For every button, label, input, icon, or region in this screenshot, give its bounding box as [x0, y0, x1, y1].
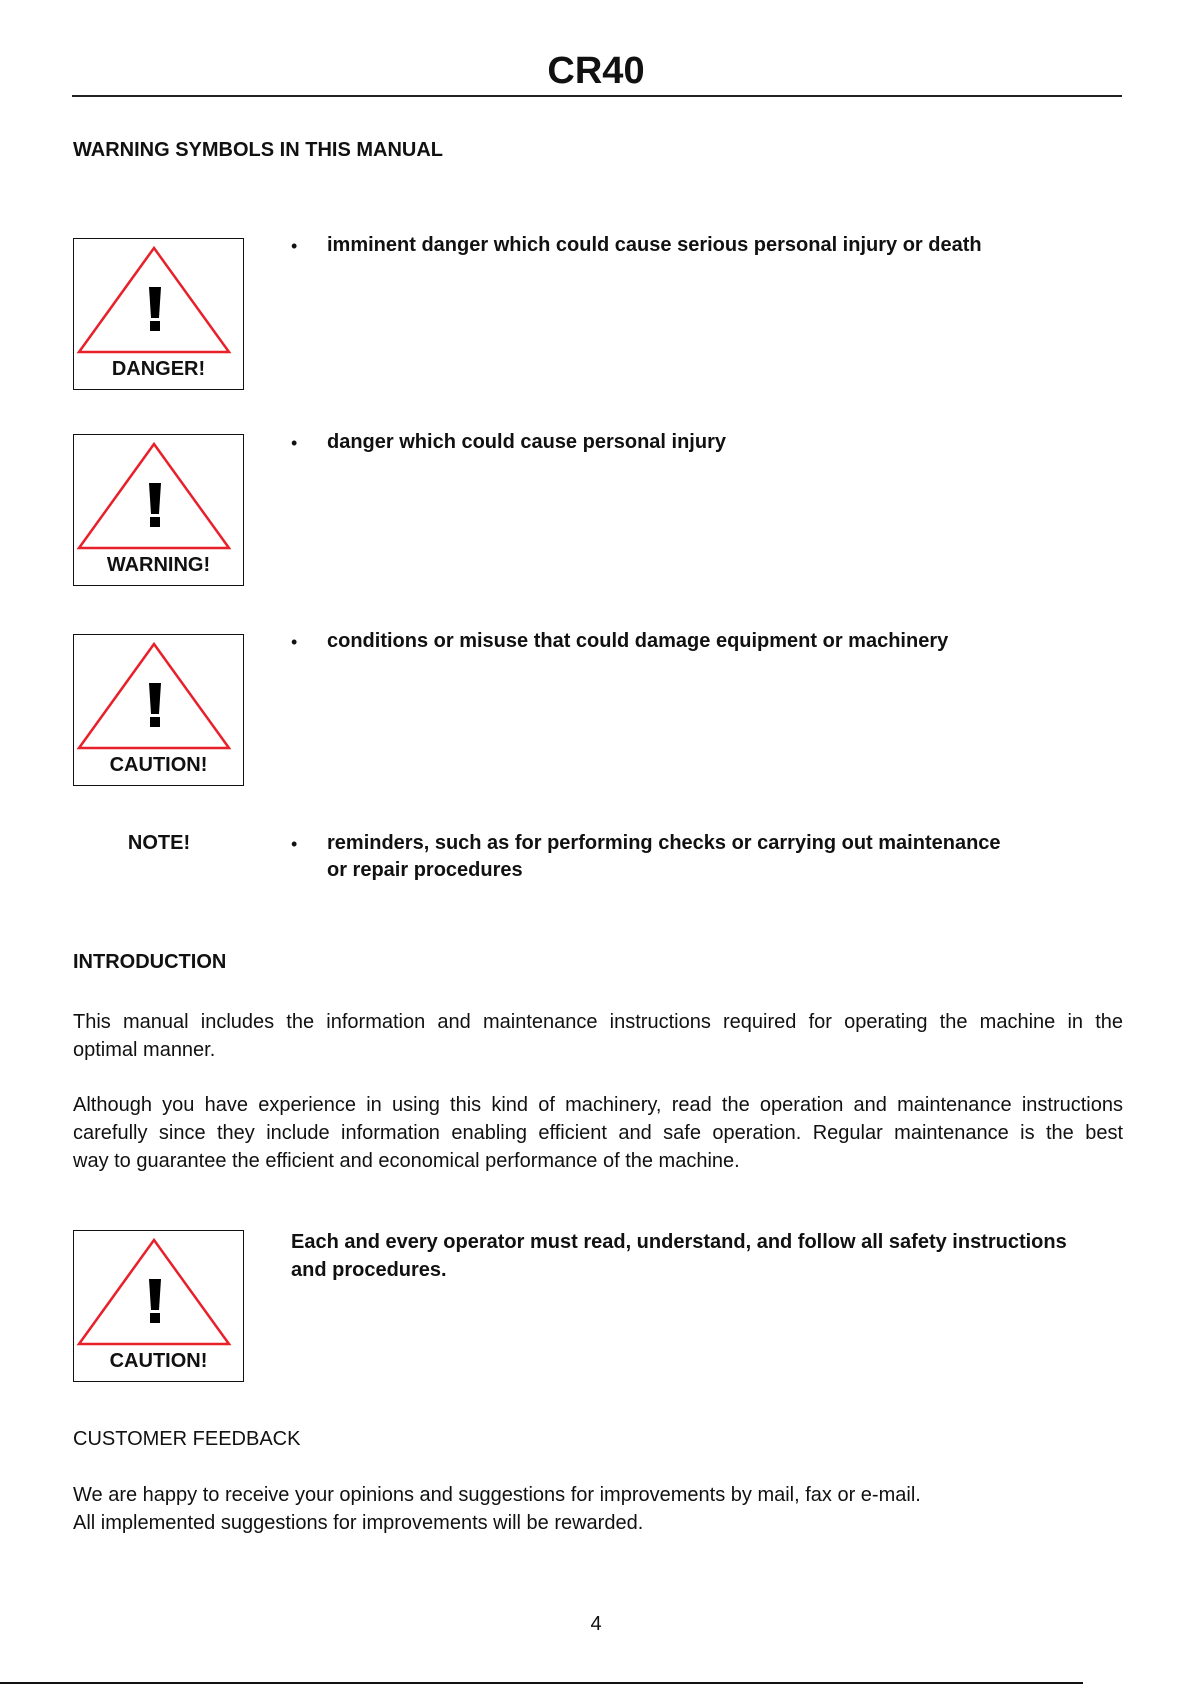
danger-description: imminent danger which could cause serious personal injury or death: [327, 234, 982, 256]
warning-description: danger which could cause personal injury: [327, 431, 726, 453]
caution-symbol: [73, 1230, 244, 1382]
warning-symbol: [73, 434, 244, 586]
symbol-label: DANGER!: [111, 358, 206, 380]
text-line: way to guarantee the efficient and economical performance of the machine.: [73, 1150, 740, 1172]
note-description-line-2: or repair procedures: [327, 859, 523, 881]
danger-symbol: [73, 238, 244, 390]
header-rule: [72, 95, 1122, 97]
caution-description: conditions or misuse that could damage equipment or machinery: [327, 630, 949, 652]
footer-rule: [0, 1682, 1083, 1684]
text-line: This manual includes the information and maintenance instructions required for operating the machine in the: [73, 1011, 1123, 1033]
text-line: Although you have experience in using this kind of machinery, read the operation and maintenance instructions: [73, 1094, 1123, 1116]
symbol-label: CAUTION!: [109, 1350, 208, 1372]
bullet: •: [291, 834, 298, 854]
feedback-paragraph: [73, 1481, 1123, 1537]
introduction-heading: INTRODUCTION: [73, 951, 227, 973]
customer-feedback-heading: CUSTOMER FEEDBACK: [73, 1428, 301, 1450]
symbol-label: WARNING!: [106, 554, 211, 576]
caution-text-line-2: and procedures.: [291, 1259, 447, 1281]
text-line: All implemented suggestions for improvements will be rewarded.: [73, 1512, 644, 1534]
bullet: •: [291, 632, 298, 652]
intro-paragraph-1: [73, 1008, 1123, 1064]
caution-symbol: [73, 634, 244, 786]
note-description-line-1: reminders, such as for performing checks or carrying out maintenance: [327, 832, 1001, 854]
text-line: We are happy to receive your opinions and suggestions for improvements by mail, fax or e-mail.: [73, 1484, 921, 1506]
bullet: •: [291, 433, 298, 453]
text-line: optimal manner.: [73, 1039, 216, 1061]
page-number: 4: [590, 1613, 602, 1635]
bullet: •: [291, 236, 298, 256]
note-label: NOTE!: [127, 832, 191, 854]
intro-paragraph-2: [73, 1091, 1123, 1175]
caution-text-line-1: Each and every operator must read, understand, and follow all safety instructions: [291, 1231, 1067, 1253]
warning-symbols-heading: WARNING SYMBOLS IN THIS MANUAL: [73, 139, 443, 161]
page-title: CR40: [547, 50, 645, 92]
text-line: carefully since they include information enabling efficient and safe operation. Regular maintenance is the best: [73, 1122, 1123, 1144]
symbol-label: CAUTION!: [109, 754, 208, 776]
